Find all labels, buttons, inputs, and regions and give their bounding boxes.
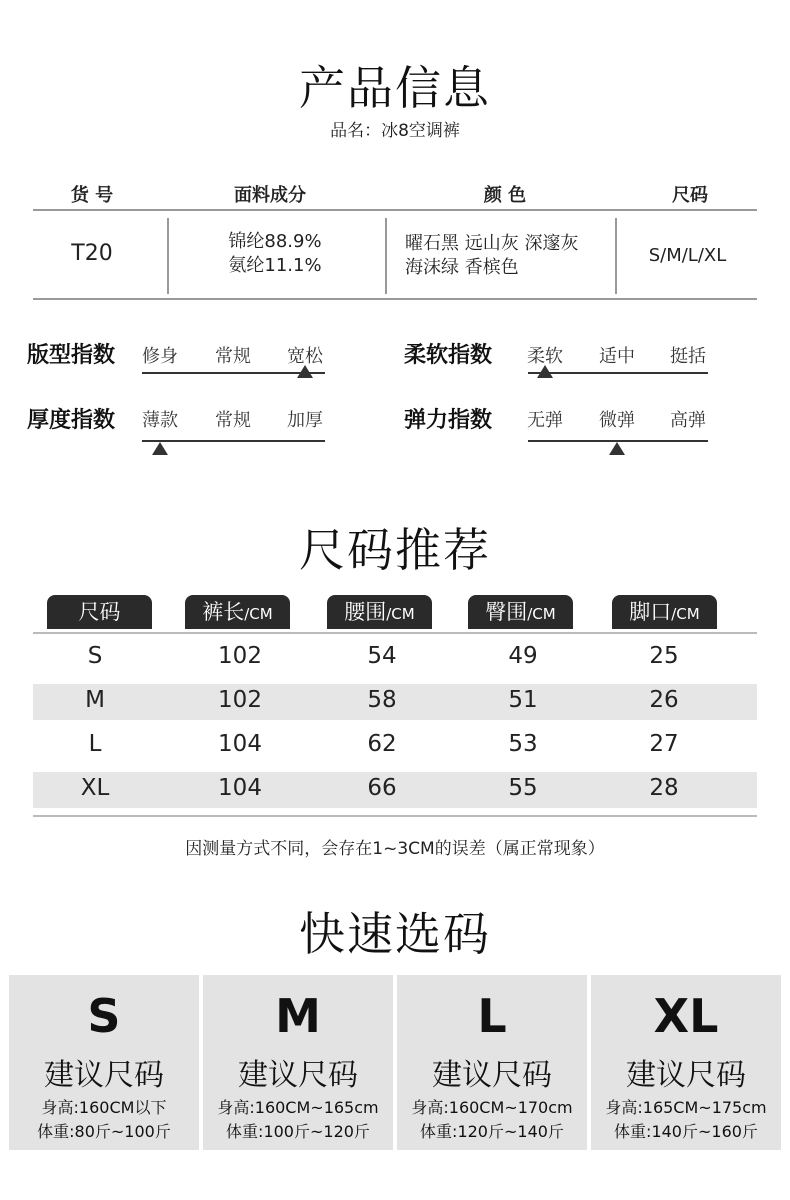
- table-cell: 62: [367, 731, 397, 757]
- quick-select-height: 身高:160CM以下: [41, 1098, 167, 1117]
- size-recommend-title: 尺码推荐: [299, 523, 491, 577]
- quick-select-label: 建议尺码: [44, 1058, 164, 1093]
- measurement-note: 因测量方式不同，会存在1~3CM的误差（属正常现象）: [185, 839, 605, 859]
- index-marker-icon: [609, 442, 625, 455]
- index-option: 高弹: [670, 410, 706, 431]
- column-header-unit: /CM: [671, 605, 700, 623]
- quick-select-size: XL: [653, 989, 719, 1043]
- index-option: 无弹: [527, 410, 563, 431]
- column-header-pill: [185, 595, 290, 629]
- index-scale-line: [528, 372, 708, 374]
- index-marker-icon: [537, 365, 553, 378]
- table-cell: S: [87, 643, 103, 669]
- header-size: 尺码: [672, 185, 708, 206]
- header-fabric: 面料成分: [234, 185, 306, 206]
- table-cell: 55: [508, 775, 538, 801]
- table-cell: 25: [649, 643, 679, 669]
- colors-line-2: 海沫绿 香槟色: [405, 257, 519, 278]
- quick-select-size: M: [275, 989, 321, 1043]
- table-bottom-divider: [33, 298, 757, 300]
- column-header-pill: [47, 595, 152, 629]
- header-color: 颜 色: [483, 185, 527, 206]
- table-header-line: [33, 632, 757, 634]
- sizes-value: S/M/L/XL: [648, 245, 727, 266]
- product-info-title: 产品信息: [299, 61, 491, 115]
- column-header-unit: /CM: [386, 605, 415, 623]
- table-cell: 27: [649, 731, 679, 757]
- fabric-line-2: 氨纶11.1%: [228, 255, 322, 276]
- index-option: 适中: [599, 346, 635, 367]
- item-no-value: T20: [71, 241, 113, 266]
- table-cell: 58: [367, 687, 397, 713]
- product-name-line: 品名：冰8空调裤: [330, 121, 460, 141]
- table-cell: 102: [218, 643, 262, 669]
- index-option: 常规: [215, 346, 251, 367]
- table-cell: 49: [508, 643, 538, 669]
- index-scale-line: [142, 440, 325, 442]
- quick-select-height: 身高:165CM~175cm: [605, 1098, 767, 1117]
- colors-line-1: 曜石黑 远山灰 深邃灰: [405, 233, 579, 254]
- quick-select-card[interactable]: [591, 975, 781, 1150]
- table-cell: 104: [218, 731, 262, 757]
- table-cell: L: [88, 731, 102, 757]
- quick-select-weight: 体重:140斤~160斤: [614, 1122, 758, 1141]
- table-bottom-line: [33, 815, 757, 817]
- table-cell: XL: [80, 775, 110, 801]
- column-header-unit: /CM: [244, 605, 273, 623]
- index-option: 微弹: [599, 410, 635, 431]
- table-cell: 26: [649, 687, 679, 713]
- index-option: 加厚: [287, 410, 323, 431]
- column-header-pill: [468, 595, 573, 629]
- table-cell: 54: [367, 643, 397, 669]
- index-title: 弹力指数: [404, 408, 493, 433]
- table-cell: 53: [508, 731, 538, 757]
- quick-select-size: S: [87, 989, 121, 1043]
- index-marker-icon: [152, 442, 168, 455]
- quick-select-label: 建议尺码: [238, 1058, 358, 1093]
- index-option: 薄款: [142, 410, 178, 431]
- column-header-label: 腰围: [344, 600, 387, 624]
- table-top-divider: [33, 209, 757, 211]
- quick-select-weight: 体重:120斤~140斤: [420, 1122, 564, 1141]
- quick-select-label: 建议尺码: [626, 1058, 746, 1093]
- column-header-label: 裤长: [202, 600, 245, 624]
- table-cell: 66: [367, 775, 397, 801]
- column-header-pill: [327, 595, 432, 629]
- table-cell: 104: [218, 775, 262, 801]
- column-divider: [615, 218, 617, 294]
- index-option: 挺括: [670, 346, 706, 367]
- column-divider: [167, 218, 169, 294]
- table-cell: 51: [508, 687, 538, 713]
- quick-select-weight: 体重:80斤~100斤: [37, 1122, 171, 1141]
- quick-select-weight: 体重:100斤~120斤: [226, 1122, 370, 1141]
- quick-select-label: 建议尺码: [432, 1058, 552, 1093]
- quick-select-size: L: [477, 989, 507, 1043]
- quick-select-title: 快速选码: [299, 907, 491, 961]
- index-title: 厚度指数: [27, 408, 116, 433]
- column-header-label: 尺码: [78, 600, 121, 624]
- quick-select-card[interactable]: [9, 975, 199, 1150]
- quick-select-card[interactable]: [203, 975, 393, 1150]
- index-title: 柔软指数: [404, 343, 493, 368]
- index-marker-icon: [297, 365, 313, 378]
- fabric-line-1: 锦纶88.9%: [228, 231, 322, 252]
- column-header-unit: /CM: [527, 605, 556, 623]
- quick-select-height: 身高:160CM~165cm: [217, 1098, 379, 1117]
- index-option: 宽松: [287, 346, 323, 367]
- quick-select-card[interactable]: [397, 975, 587, 1150]
- index-title: 版型指数: [27, 343, 116, 368]
- index-option: 柔软: [527, 346, 563, 367]
- table-cell: M: [85, 687, 105, 713]
- header-item-no: 货 号: [70, 185, 114, 206]
- column-header-label: 臀围: [485, 600, 528, 624]
- table-cell: 102: [218, 687, 262, 713]
- index-option: 修身: [142, 346, 178, 367]
- column-divider: [385, 218, 387, 294]
- index-option: 常规: [215, 410, 251, 431]
- quick-select-height: 身高:160CM~170cm: [411, 1098, 573, 1117]
- column-header-label: 脚口: [629, 600, 672, 624]
- table-cell: 28: [649, 775, 679, 801]
- column-header-pill: [612, 595, 717, 629]
